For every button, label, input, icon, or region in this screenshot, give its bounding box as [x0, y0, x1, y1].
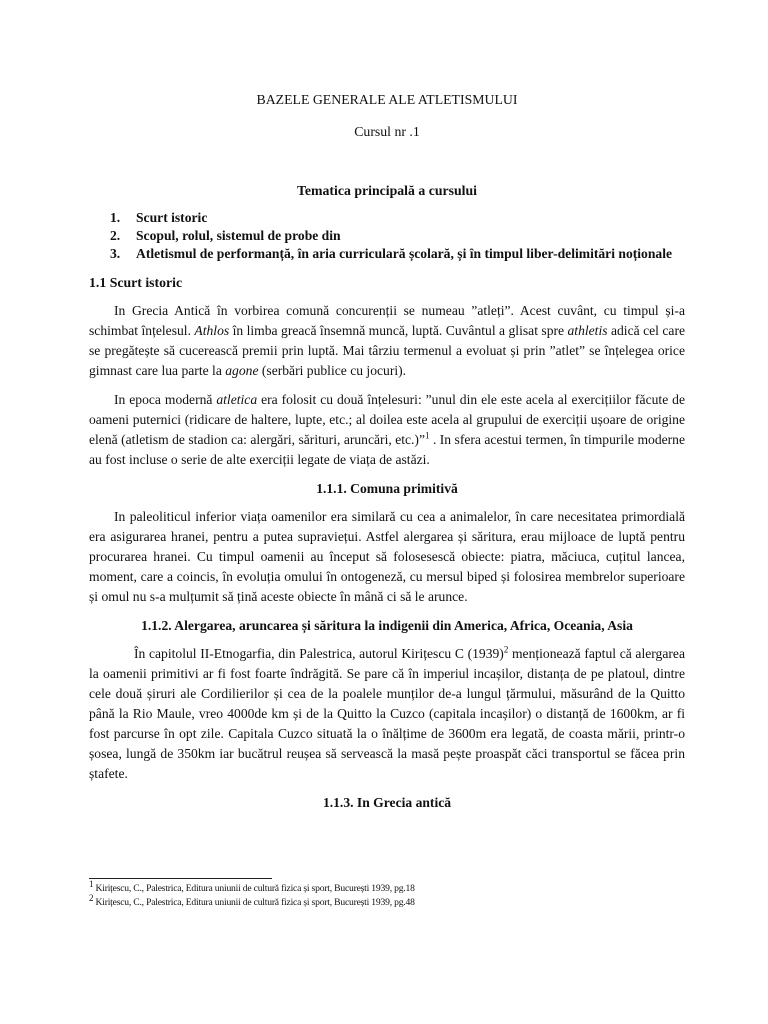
topic-number: 3. — [110, 246, 121, 261]
topics-list — [89, 209, 685, 263]
text-run: In Grecia Antică în vorbirea comună concurenții se numeau ”atleți”. Acest cuvânt, cu timpul și-a schimbat înțelesul. — [89, 303, 685, 338]
paragraph-athlete-origin — [89, 301, 685, 381]
section-heading-1-1-2: 1.1.2. Alergarea, aruncarea și săritura la indigenii din America, Africa, Oceania, Asia — [141, 618, 633, 633]
footnote-ref[interactable]: 1 — [425, 430, 430, 441]
text-run: In epoca modernă — [114, 392, 217, 407]
text-run: în limba greacă însemnă muncă, luptă. Cuvântul a glisat spre — [229, 323, 568, 338]
topic-item — [89, 245, 685, 263]
italic-term: athletis — [567, 323, 608, 338]
paragraph-modern-athletics — [89, 390, 685, 470]
section-heading-1-1-1: 1.1.1. Comuna primitivă — [316, 481, 458, 496]
topic-text: Atletismul de performanță, în aria curriculară școlară, și în timpul liber-delimitări noționale — [136, 246, 673, 261]
footnote-mark: 2 — [89, 892, 94, 903]
footnotes — [89, 878, 685, 910]
course-number: Cursul nr .1 — [354, 124, 420, 139]
topic-text: Scopul, rolul, sistemul de probe din — [136, 228, 341, 243]
paragraph-primitive-community: In paleoliticul inferior viața oamenilor era similară cu cea a animalelor, în care necesitatea primordială era asigurarea hranei, pentru a putea supraviețui. Astfel alergarea și săritura, erau mijloace de luptă pentru procurarea hranei. Cu timpul oamenii au început să folosesescă obiecte: piatra, măciuca, cuțitul lancea, moment, care a coincis, în evoluția omului în ontogeneză, cu mersul biped și folosirea membrelor superioare și omul nu s-a mulțumit să țină aceste obiecte în mână ci să le arunce. — [89, 509, 685, 604]
topic-text: Scurt istoric — [136, 210, 208, 225]
topic-number: 2. — [110, 228, 121, 243]
section-heading-1-1-3: 1.1.3. In Grecia antică — [322, 795, 452, 810]
topic-number: 1. — [110, 210, 121, 225]
text-run: adică cel care se pregătește să cucerească premii prin luptă. Mai târziu termenul a evoluat și prin ”atlet” se înțelegea orice gimnast care lua parte la — [89, 323, 685, 378]
paragraph-indigenous-running — [89, 644, 685, 784]
topic-item — [89, 227, 685, 245]
footnote-separator — [89, 878, 272, 879]
topic-item — [89, 209, 685, 227]
footnote-text: Kirițescu, C., Palestrica, Editura uniunii de cultură fizica și sport, București 1939, pg.48 — [93, 897, 415, 908]
footnote-text: Kirițescu, C., Palestrica, Editura uniunii de cultură fizica și sport, București 1939, pg.18 — [93, 883, 415, 894]
document-title: BAZELE GENERALE ALE ATLETISMULUI — [256, 92, 518, 107]
footnote-mark: 1 — [89, 878, 94, 889]
italic-term: Athlos — [194, 323, 230, 338]
italic-term: agone — [225, 363, 259, 378]
footnote-ref[interactable]: 2 — [503, 644, 509, 655]
section-heading-1-1: 1.1 Scurt istoric — [89, 275, 183, 290]
text-run: menționează faptul că alergarea la oamenii primitivi ar fi fost foarte îndrăgită. Se pare că în imperiul incașilor, distanța de pe platoul, dintre cele două șiruri ale Cordilierilor și cea de la poalele munților de-a lungul țărmului, măsurând de la Quitto până la Rio Maule, vreo 4000de km și de la Quitto la Cuzco (capitala incașilor) o distanță de 1600km, ar fi fost parcurse în opt zile. Capitala Cuzco situată la o înălțime de 3600m era legată, de coasta mării, printr-o șosea, lungă de 350km iar bucătrul reușea să servească la masă pește proaspăt căci transportul se făcea prin ștafete. — [89, 646, 685, 781]
course-theme-heading: Tematica principală a cursului — [296, 183, 477, 198]
footnote-item — [89, 878, 685, 896]
italic-term: atletica — [216, 392, 258, 407]
text-run: În capitolul II-Etnogarfia, din Palestrica, autorul Kirițescu C (1939) — [134, 646, 504, 661]
text-run: (serbări publice cu jocuri). — [258, 363, 407, 378]
text-run: era folosit cu două înțelesuri: ”unul din ele este acela al exercițiilor făcute de oameni puternici (ridicare de haltere, lupte, etc.; al doilea este acela al grupului de exerciții ușoare de origine elenă (atletism de stadion ca: alergări, sărituri, aruncări, etc.)” — [89, 392, 685, 447]
footnote-item — [89, 892, 685, 910]
text-run: . In sfera acestui termen, în timpurile moderne au fost incluse o serie de alte exerciții legate de viața de astăzi. — [89, 432, 686, 467]
